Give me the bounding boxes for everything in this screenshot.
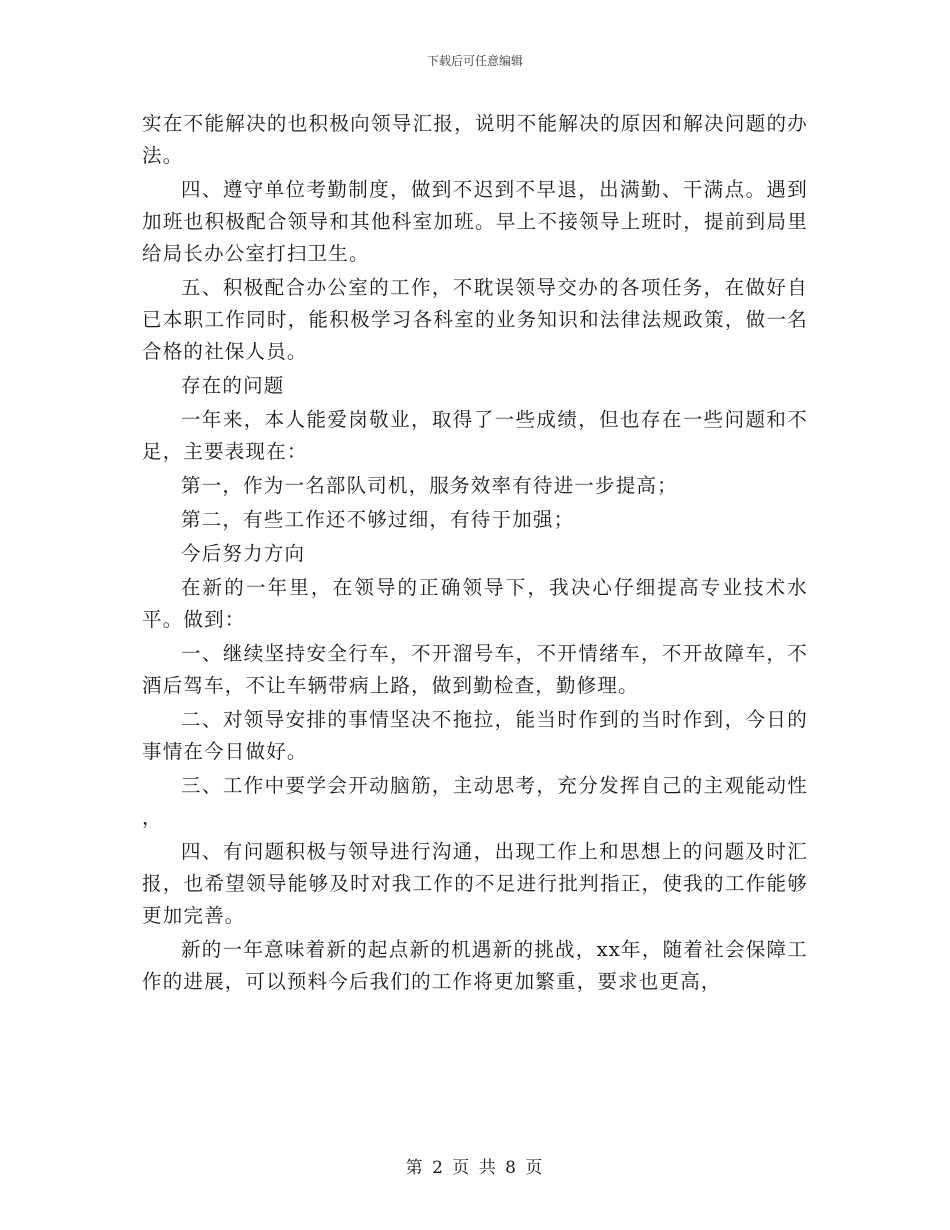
- paragraph: 第一，作为一名部队司机，服务效率有待进一步提高；: [181, 474, 678, 497]
- paragraph: 五、积极配合办公室的工作，不耽误领导交办的各项任务，在做好自已本职工作同时，能积极学习各科室的业务知识和法律法规政策，做一名合格的社保人员。: [142, 276, 808, 363]
- section-heading: 存在的问题: [181, 374, 285, 397]
- paragraph: 第二，有些工作还不够过细，有待于加强；: [181, 508, 575, 531]
- paragraph: 新的一年意味着新的起点新的机遇新的挑战，xx年，随着社会保障工作的进展，可以预料今后我们的工作将更加繁重，要求也更高，: [142, 938, 808, 993]
- paragraph: 四、有问题积极与领导进行沟通，出现工作上和思想上的问题及时汇报，也希望领导能够及时对我工作的不足进行批判指正，使我的工作能够更加完善。: [142, 840, 808, 927]
- document-body: [142, 108, 808, 1000]
- paragraph: 二、对领导安排的事情坚决不拖拉，能当时作到的当时作到，今日的事情在今日做好。: [142, 708, 808, 763]
- paragraph: 一年来，本人能爱岗敬业，取得了一些成绩，但也存在一些问题和不足，主要表现在：: [142, 408, 808, 463]
- paragraph: 四、遵守单位考勤制度，做到不迟到不早退，出满勤、干满点。遇到加班也积极配合领导和其他科室加班。早上不接领导上班时，提前到局里给局长办公室打扫卫生。: [142, 178, 808, 265]
- page-header: 下载后可任意编辑: [426, 54, 523, 68]
- page-number-footer: 第 2 页 共 8 页: [405, 1158, 545, 1178]
- paragraph: 三、工作中要学会开动脑筋，主动思考，充分发挥自己的主观能动性 ，: [142, 774, 808, 829]
- paragraph: 实在不能解决的也积极向领导汇报，说明不能解决的原因和解决问题的办法。: [142, 112, 808, 167]
- paragraph: 在新的一年里，在领导的正确领导下，我决心仔细提高专业技术水平。做到：: [142, 576, 808, 631]
- paragraph: 一、继续坚持安全行车，不开溜号车，不开情绪车，不开故障车，不酒后驾车，不让车辆带病上路，做到勤检查，勤修理。: [142, 642, 808, 697]
- section-heading: 今后努力方向: [181, 542, 306, 565]
